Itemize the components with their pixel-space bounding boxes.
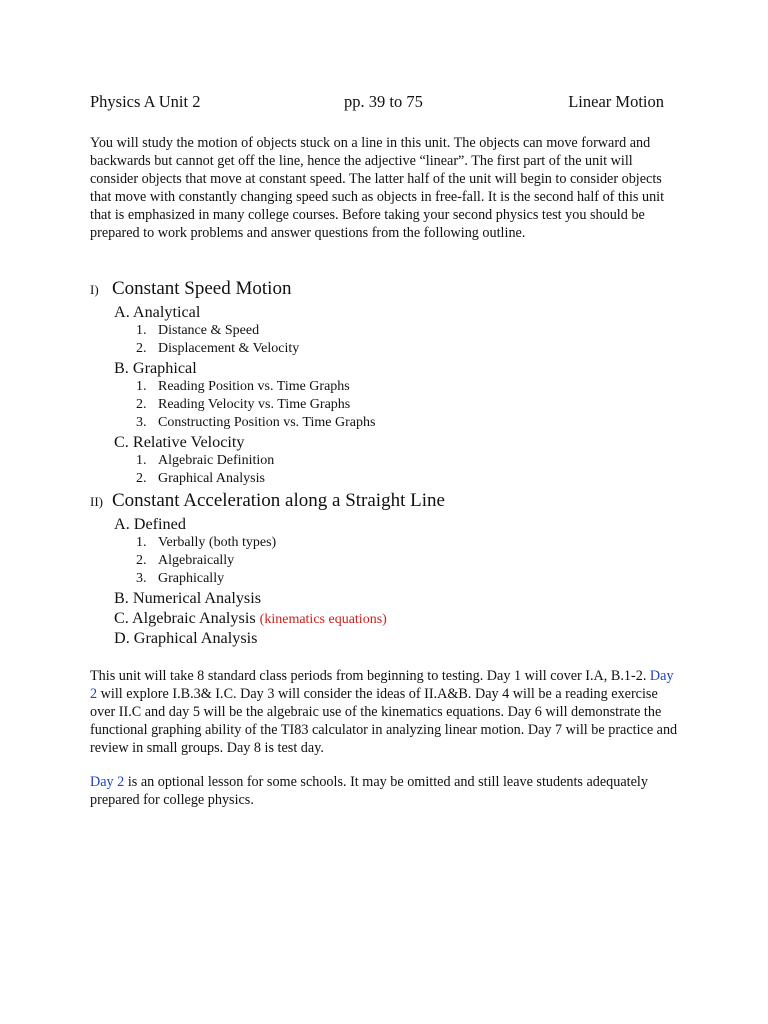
outline — [90, 278, 690, 648]
item-list — [136, 452, 690, 488]
subsection-graphical: B. Graphical — [114, 359, 197, 377]
schedule-paragraph: This unit will take 8 standard class periods from beginning to testing. Day 1 will cover I.A, B.1-2. Day 2 will explore I.B.3& I.C. Day 3 will consider the ideas of II.A&B. Day 4 will be a reading exercise over II.C and day 5 will be the algebraic use of the kinematics equations. Day 6 will demonstrate the functional graphing ability of the TI83 calculator in analyzing linear motion. Day 7 will be practice and review in small groups. Day 8 is test day. — [90, 668, 678, 756]
section-title: Constant Speed Motion — [112, 278, 292, 299]
subsection-relative-velocity: C. Relative Velocity — [114, 433, 245, 451]
list-item: 2. Reading Velocity vs. Time Graphs — [136, 397, 351, 412]
list-item: 1. Reading Position vs. Time Graphs — [136, 379, 350, 394]
header-topic: Linear Motion — [568, 92, 664, 111]
item-list — [136, 534, 690, 588]
list-item: 1. Algebraic Definition — [136, 453, 275, 468]
list-item: 3. Constructing Position vs. Time Graphs — [136, 415, 376, 430]
header-course: Physics A Unit 2 — [90, 92, 201, 111]
subsection-numerical-analysis: B. Numerical Analysis — [114, 589, 262, 607]
section-heading-1 — [90, 278, 690, 302]
section-number: II) — [90, 494, 103, 509]
list-item: 3. Graphically — [136, 571, 225, 586]
list-item: 1. Distance & Speed — [136, 323, 260, 338]
list-item: 1. Verbally (both types) — [136, 535, 277, 550]
day-2-link[interactable]: Day 2 — [90, 668, 674, 702]
kinematics-note: (kinematics equations) — [259, 612, 387, 627]
note-paragraph: Day 2 is an optional lesson for some schools. It may be omitted and still leave students adequately prepared for college physics. — [90, 774, 648, 808]
subsection-graphical-analysis: D. Graphical Analysis — [114, 629, 258, 647]
header-pages: pp. 39 to 75 — [344, 92, 423, 111]
item-list — [136, 322, 690, 358]
intro-paragraph: You will study the motion of objects stuck on a line in this unit. The objects can move forward and backwards but cannot get off the line, hence the adjective “linear”. The first part of the unit will consider objects that move at constant speed. The latter half of the unit will begin to consider objects that move with constantly changing speed such as objects in free-fall. It is the second half of this unit that is emphasized in many college courses. Before taking your second physics test you should be prepared to work problems and answer questions from the following outline. — [90, 135, 665, 241]
list-item: 2. Displacement & Velocity — [136, 341, 300, 356]
subsection-analytical: A. Analytical — [114, 303, 201, 321]
list-item: 2. Graphical Analysis — [136, 471, 265, 486]
page-header — [90, 92, 664, 116]
subsection-defined: A. Defined — [114, 515, 186, 533]
subsection-algebraic-analysis: C. Algebraic Analysis (kinematics equations) — [114, 609, 387, 627]
item-list — [136, 378, 690, 432]
section-number: I) — [90, 282, 99, 297]
section-title: Constant Acceleration along a Straight Line — [112, 490, 445, 511]
day-2-note-link[interactable]: Day 2 — [90, 774, 125, 790]
section-heading-2 — [90, 490, 690, 514]
list-item: 2. Algebraically — [136, 553, 235, 568]
